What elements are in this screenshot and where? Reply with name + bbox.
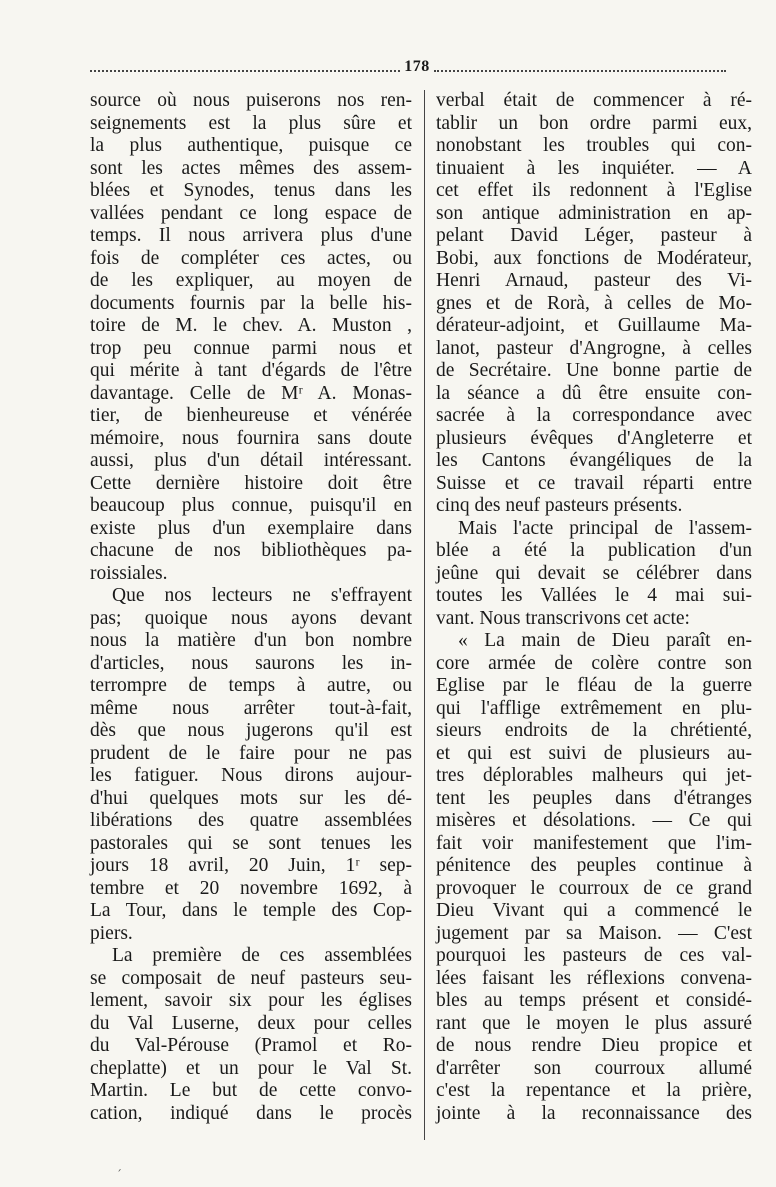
text-line: qui mérite à tant d'égards de l'être <box>90 360 412 381</box>
text-line: de nous rendre Dieu propice et <box>436 1035 752 1056</box>
text-line: verbal était de commencer à ré- <box>436 90 752 111</box>
text-line: pastorales qui se sont tenues les <box>90 832 412 854</box>
text-line: jointe à la reconnaissance des <box>436 1102 752 1124</box>
text-line: jugement par sa Maison. — C'est <box>436 922 752 944</box>
text-line: « La main de Dieu paraît en- <box>458 630 752 651</box>
text-line: de les expliquer, au moyen de <box>90 270 412 291</box>
text-line: de Secrétaire. Une bonne partie de <box>436 360 752 381</box>
text-line: vallées pendant ce long espace de <box>90 202 412 224</box>
text-line: tablir un bon ordre parmi eux, <box>436 112 752 134</box>
text-line: Cette dernière histoire doit être <box>90 472 412 494</box>
text-line: sacrée à la correspondance avec <box>436 405 752 426</box>
text-line: seignements est la plus sûre et <box>90 112 412 134</box>
text-line: jeûne qui devait se célébrer dans <box>436 562 752 584</box>
text-line: plusieurs évêques d'Angleterre et <box>436 427 752 449</box>
text-line: libérations des quatre assemblées <box>90 810 412 831</box>
text-line: d'articles, nous saurons les in- <box>90 652 412 674</box>
text-line: source où nous puiserons nos ren- <box>90 90 412 111</box>
text-line: du Val-Pérouse (Pramol et Ro- <box>90 1035 412 1056</box>
text-line: existe plus d'un exemplaire dans <box>90 517 412 539</box>
text-line: La première de ces assemblées <box>112 945 412 966</box>
text-line: terrompre de temps à autre, ou <box>90 675 412 696</box>
header-rule-left <box>90 70 400 72</box>
text-line: la plus authentique, puisque ce <box>90 135 412 156</box>
text-line: pelant David Léger, pasteur à <box>436 225 752 246</box>
text-line: d'arrêter son courroux allumé <box>436 1057 752 1079</box>
text-line: c'est la repentance et la prière, <box>436 1080 752 1101</box>
text-line: pas; quoique nous ayons devant <box>90 607 412 629</box>
text-line: nonobstant les troubles qui con- <box>436 135 752 156</box>
text-line: temps. Il nous arrivera plus d'une <box>90 225 412 246</box>
text-line: nous la matière d'un bon nombre <box>90 630 412 651</box>
text-line: fait voir manifestement que l'im- <box>436 832 752 854</box>
text-line: blées et Synodes, tenus dans les <box>90 180 412 201</box>
text-line: tent les peuples dans d'étranges <box>436 787 752 809</box>
text-line: cheplatte) et un pour le Val St. <box>90 1057 412 1079</box>
text-line: du Val Luserne, deux pour celles <box>90 1012 412 1034</box>
text-line: trop peu connue parmi nous et <box>90 337 412 359</box>
text-line: core armée de colère contre son <box>436 652 752 674</box>
stray-ink-mark: ˊ <box>116 1168 122 1182</box>
text-line: cinq des neuf pasteurs présents. <box>436 495 683 516</box>
text-line: Bobi, aux fonctions de Modérateur, <box>436 247 752 269</box>
text-line: gnes et de Rorà, à celles de Mo- <box>436 292 752 314</box>
text-line: les fatiguer. Nous dirons aujour- <box>90 765 412 786</box>
text-line: Que nos lecteurs ne s'effrayent <box>112 585 412 606</box>
text-line: chacune de nos bibliothèques pa- <box>90 540 412 561</box>
text-line: lanot, pasteur d'Angrogne, à celles <box>436 337 752 359</box>
text-line: Eglise par le fléau de la guerre <box>436 675 752 696</box>
text-line: rant que le moyen le plus assuré <box>436 1012 752 1034</box>
text-line: misères et désolations. — Ce qui <box>436 810 752 831</box>
header-rule-right <box>434 70 726 72</box>
text-line: dès que nous jugerons qu'il est <box>90 720 412 741</box>
text-line: beaucoup plus connue, puisqu'il en <box>90 495 412 516</box>
text-line: lées faisant les réflexions convena- <box>436 967 752 989</box>
text-line: provoquer le courroux de ce grand <box>436 877 752 899</box>
text-line: jours 18 avril, 20 Juin, 1ʳ sep- <box>90 855 412 876</box>
right-text-column <box>436 90 752 1125</box>
text-line: vant. Nous transcrivons cet acte: <box>436 607 690 629</box>
text-line: toutes les Vallées le 4 mai sui- <box>436 585 752 606</box>
text-line: piers. <box>90 922 133 944</box>
text-line: fois de compléter ces actes, ou <box>90 247 412 269</box>
page-number: 178 <box>404 58 430 75</box>
text-line: tembre et 20 novembre 1692, à <box>90 877 412 899</box>
text-line: prudent de le faire pour ne pas <box>90 742 412 764</box>
text-line: Mais l'acte principal de l'assem- <box>458 517 752 539</box>
text-line: sieurs endroits de la chrétienté, <box>436 720 752 741</box>
text-line: qui l'afflige extrêmement en plu- <box>436 697 752 719</box>
text-line: pourquoi les pasteurs de ces val- <box>436 945 752 966</box>
text-line: la séance a dû être ensuite con- <box>436 382 752 404</box>
text-line: d'hui quelques mots sur les dé- <box>90 787 412 809</box>
text-line: roissiales. <box>90 562 168 584</box>
text-line: tres déplorables malheurs qui jet- <box>436 765 752 786</box>
text-line: tinuaient à les inquiéter. — A <box>436 157 752 179</box>
text-line: mémoire, nous fournira sans doute <box>90 427 412 449</box>
text-line: son antique administration en ap- <box>436 202 752 224</box>
text-line: documents fournis par la belle his- <box>90 292 412 314</box>
column-divider <box>424 90 425 1140</box>
text-line: sont les actes mêmes des assem- <box>90 157 412 179</box>
text-line: Dieu Vivant qui a commencé le <box>436 900 752 921</box>
text-line: toire de M. le chev. A. Muston , <box>90 315 412 336</box>
text-line: Suisse et ce travail réparti entre <box>436 472 752 494</box>
text-line: dérateur-adjoint, et Guillaume Ma- <box>436 315 752 336</box>
text-line: tier, de bienheureuse et vénérée <box>90 405 412 426</box>
page-header <box>90 58 726 82</box>
text-line: Henri Arnaud, pasteur des Vi- <box>436 270 752 291</box>
text-line: et qui est suivi de plusieurs au- <box>436 742 752 764</box>
text-line: cation, indiqué dans le procès <box>90 1102 412 1124</box>
text-line: bles au temps présent et considé- <box>436 990 752 1011</box>
text-line: aussi, plus d'un détail intéressant. <box>90 450 412 471</box>
text-line: blée a été la publication d'un <box>436 540 752 561</box>
left-text-column <box>90 90 412 1125</box>
text-line: La Tour, dans le temple des Cop- <box>90 900 412 921</box>
text-line: cet effet ils redonnent à l'Eglise <box>436 180 752 201</box>
text-line: lement, savoir six pour les églises <box>90 990 412 1011</box>
text-line: même nous arrêter tout-à-fait, <box>90 697 412 719</box>
text-line: Martin. Le but de cette convo- <box>90 1080 412 1101</box>
text-line: pénitence des peuples continue à <box>436 855 752 876</box>
text-line: les Cantons évangéliques de la <box>436 450 752 471</box>
text-line: davantage. Celle de Mʳ A. Monas- <box>90 382 412 404</box>
text-line: se composait de neuf pasteurs seu- <box>90 967 412 989</box>
